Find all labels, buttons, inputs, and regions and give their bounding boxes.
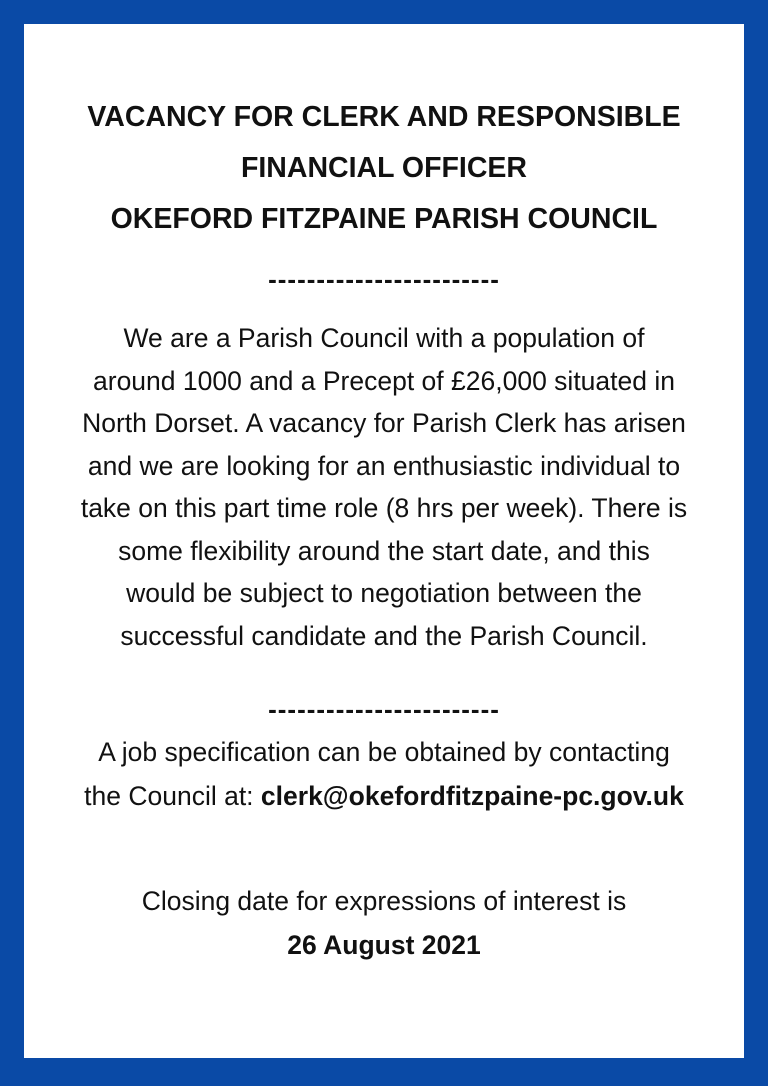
contact-line-1: A job specification can be obtained by contacting xyxy=(98,737,670,767)
contact-line-2 xyxy=(24,774,744,818)
description-line: and we are looking for an enthusiastic individual to xyxy=(87,450,681,481)
description-line: around 1000 and a Precept of £26,000 situated in xyxy=(93,365,675,396)
contact-prefix: the Council at: xyxy=(84,781,261,811)
description-line: some flexibility around the start date, and this xyxy=(118,535,650,566)
title-line-3: OKEFORD FITZPAINE PARISH COUNCIL xyxy=(110,203,658,235)
description-line: take on this part time role (8 hrs per week). There is xyxy=(80,493,688,523)
description-line: successful candidate and the Parish Council. xyxy=(120,620,648,651)
divider-top: ------------------------ xyxy=(268,264,500,294)
notice-frame xyxy=(24,24,744,1058)
description-line: We are a Parish Council with a population of xyxy=(123,323,645,353)
title-line-2: FINANCIAL OFFICER xyxy=(240,152,528,184)
contact-info xyxy=(24,730,744,818)
title-line-1: VACANCY FOR CLERK AND RESPONSIBLE xyxy=(87,101,681,133)
divider-bottom: ------------------------ xyxy=(268,694,500,724)
description-line: would be subject to negotiation between the xyxy=(126,578,642,608)
notice-title xyxy=(24,92,744,245)
description-line: North Dorset. A vacancy for Parish Clerk has arisen xyxy=(82,408,686,438)
vacancy-description xyxy=(24,317,744,657)
contact-email: clerk@okefordfitzpaine-pc.gov.uk xyxy=(260,781,684,811)
closing-text: Closing date for expressions of interest is xyxy=(141,886,627,916)
closing-date: 26 August 2021 xyxy=(287,930,481,960)
closing-info xyxy=(24,879,744,967)
